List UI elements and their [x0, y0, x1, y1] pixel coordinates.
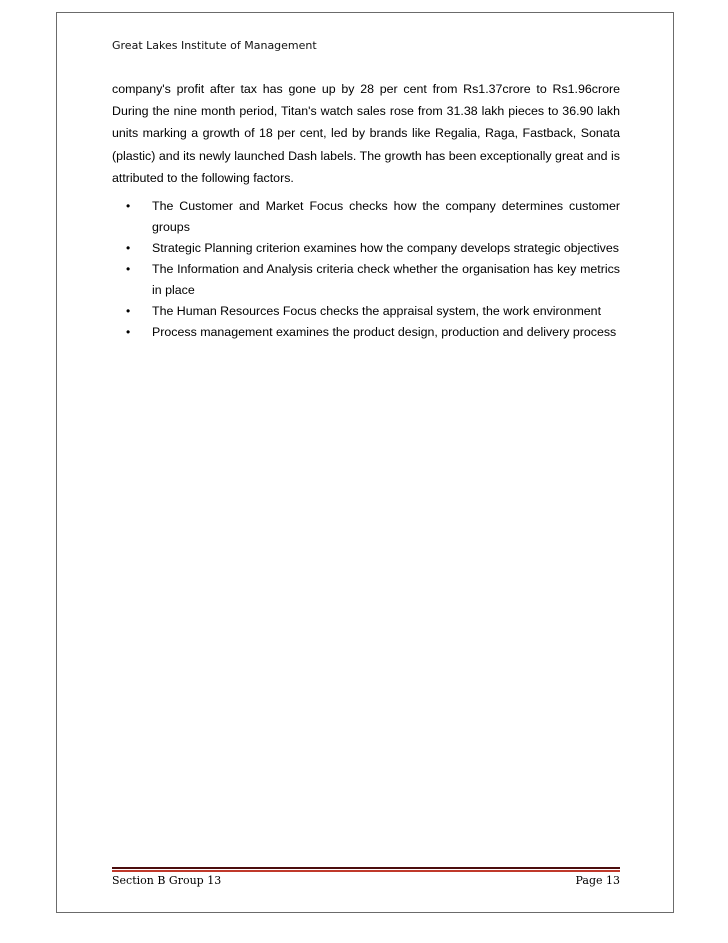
- body-line: During the nine month period, Titan's watch sales rose from 31.38 lakh pieces to 36.90 lakh: [112, 104, 620, 119]
- list-item: [112, 238, 620, 259]
- bullet-icon: •: [126, 304, 131, 318]
- body-paragraph: [112, 78, 620, 189]
- factors-list: [112, 196, 620, 343]
- footer-rule-dark: [112, 867, 620, 869]
- footer-section: Section B Group 13: [112, 874, 222, 887]
- bullet-icon: •: [126, 325, 131, 339]
- body-line: attributed to the following factors.: [112, 170, 294, 185]
- list-item: [112, 196, 620, 238]
- bullet-icon: •: [126, 241, 131, 255]
- page-number: Page 13: [575, 874, 620, 887]
- list-item-text: Strategic Planning criterion examines how the company develops strategic objectives: [152, 241, 619, 255]
- list-item: [112, 301, 620, 322]
- footer-rule-red: [112, 870, 620, 872]
- list-item: [112, 322, 620, 343]
- page-header: Great Lakes Institute of Management: [112, 39, 317, 52]
- list-item: [112, 259, 620, 301]
- list-item-text: The Customer and Market Focus checks how the company determines customer groups: [152, 199, 620, 234]
- list-item-text: Process management examines the product design, production and delivery process: [152, 325, 617, 339]
- bullet-icon: •: [126, 199, 131, 213]
- bullet-icon: •: [126, 262, 131, 276]
- list-item-text: The Human Resources Focus checks the appraisal system, the work environment: [152, 304, 602, 318]
- body-line: (plastic) and its newly launched Dash labels. The growth has been exceptionally great and is: [112, 148, 620, 163]
- list-item-text: The Information and Analysis criteria check whether the organisation has key metrics in place: [152, 262, 620, 297]
- body-line: units marking a growth of 18 per cent, led by brands like Regalia, Raga, Fastback, Sonata: [112, 126, 620, 141]
- body-line: company's profit after tax has gone up by 28 per cent from Rs1.37crore to Rs1.96crore: [112, 82, 620, 96]
